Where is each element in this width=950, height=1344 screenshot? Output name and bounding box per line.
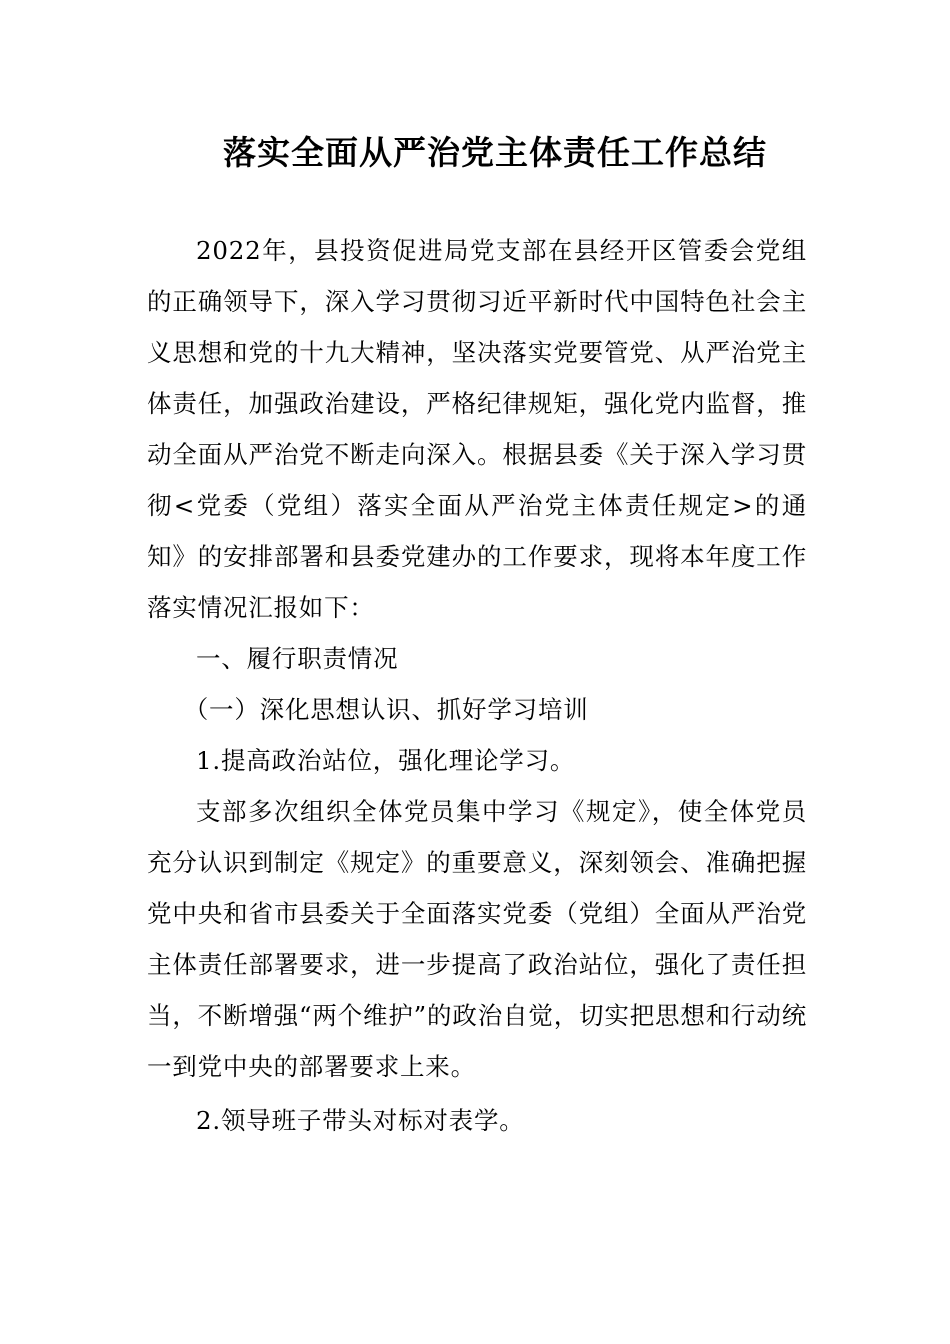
document-title: 落实全面从严治党主体责任工作总结 [223, 133, 767, 172]
heading-item-2: 2.领导班子带头对标对表学。 [196, 1106, 525, 1135]
paragraph-item-1-body: 支部多次组织全体党员集中学习《规定》，使全体党员充分认识到制定《规定》的重要意义，深刻领会、准确把握党中央和省市县委关于全面落实党委（党组）全面从严治党主体责任部署要求，进一步提高了政治站位，强化了责任担当，不断增强“两个维护”的政治自觉，切实把思想和行动统一到党中央的部署要求上来。 [147, 797, 807, 1081]
heading-item-1: 1.提高政治站位，强化理论学习。 [196, 746, 576, 775]
document-body [147, 225, 807, 1146]
paragraph-intro: 2022年，县投资促进局党支部在县经开区管委会党组的正确领导下，深入学习贯彻习近平新时代中国特色社会主义思想和党的十九大精神，坚决落实党要管党、从严治党主体责任，加强政治建设，严格纪律规矩，强化党内监督，推动全面从严治党不断走向深入。根据县委《关于深入学习贯彻<党委（党组）落实全面从严治党主体责任规定>的通知》的安排部署和县委党建办的工作要求，现将本年度工作落实情况汇报如下： [147, 236, 807, 622]
heading-section-1: 一、履行职责情况 [196, 644, 399, 673]
heading-subsection-1: （一）深化思想认识、抓好学习培训 [183, 695, 589, 724]
